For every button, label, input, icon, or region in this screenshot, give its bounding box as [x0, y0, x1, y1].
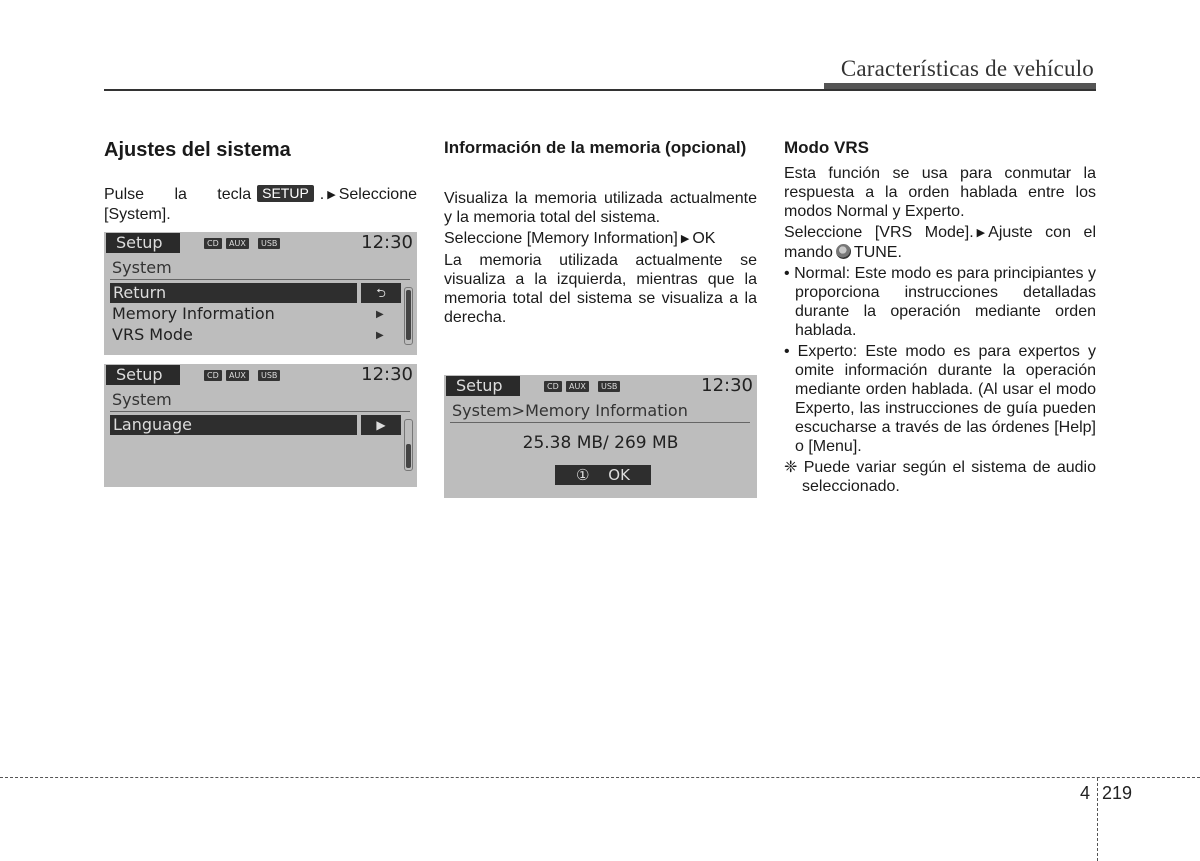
lcd-screen-language — [104, 364, 417, 487]
screen-tab: Setup — [446, 376, 520, 396]
ok-button[interactable] — [555, 465, 651, 485]
footer-divider — [1097, 778, 1098, 861]
screen-tab: Setup — [106, 233, 180, 253]
arrow-right-icon: ▶ — [976, 227, 986, 239]
usb-badge: USB — [258, 238, 280, 249]
scrollbar-thumb[interactable] — [406, 444, 411, 468]
footnote: ❈ Puede variar según el sistema de audio seleccionado. — [784, 459, 1096, 495]
usb-badge: USB — [598, 381, 620, 392]
chevron-right-icon: ▶ — [376, 309, 384, 320]
text: Seleccione [System]. — [104, 186, 417, 223]
aux-badge: AUX — [226, 238, 249, 249]
clock: 12:30 — [361, 364, 413, 385]
button-number: ① — [576, 466, 590, 484]
paragraph: La memoria utilizada actualmente se visualiza a la izquierda, mientras que la memoria total del sistema se visualiza a la derecha. — [444, 252, 757, 326]
instruction-paragraph — [784, 223, 1096, 262]
page-number: 219 — [1102, 783, 1133, 803]
menu-item-memory-information[interactable]: Memory Information — [112, 304, 275, 323]
clock: 12:30 — [701, 375, 753, 396]
footer-rule — [0, 777, 1200, 778]
running-header: Características de vehículo — [840, 56, 1094, 81]
column-system-settings — [104, 138, 417, 224]
screen-divider — [450, 422, 750, 423]
menu-item-language[interactable]: Language — [110, 415, 357, 435]
lcd-screen-memory-information — [444, 375, 757, 498]
section-heading: Modo VRS — [784, 138, 869, 157]
column-memory-information — [444, 138, 757, 327]
screen-title: System — [112, 258, 172, 277]
arrow-right-icon: ▶ — [680, 233, 690, 245]
aux-badge: AUX — [226, 370, 249, 381]
usb-badge: USB — [258, 370, 280, 381]
section-heading: Ajustes del sistema — [104, 139, 291, 161]
menu-item-return[interactable]: Return — [110, 283, 357, 303]
column-vrs-mode — [784, 138, 1096, 496]
clock: 12:30 — [361, 232, 413, 253]
return-icon[interactable]: ⮌ — [361, 283, 401, 303]
text: Seleccione [VRS Mode]. — [784, 224, 974, 241]
text: . — [319, 186, 325, 203]
section-heading: Información de la memoria (opcional) — [444, 138, 747, 157]
screen-divider — [110, 279, 410, 280]
screen-title: System>Memory Information — [452, 401, 688, 420]
bullet-normal: • Normal: Este modo es para principiantes y proporciona instrucciones detalladas durante la operación mediante orden hablada. — [784, 265, 1096, 339]
text: OK — [692, 230, 716, 247]
paragraph: Visualiza la memoria utilizada actualmente y la memoria total del sistema. — [444, 190, 757, 226]
text: Pulse la tecla — [104, 186, 252, 203]
paragraph: Esta función se usa para conmutar la respuesta a la orden hablada entre los modos Normal y Experto. — [784, 165, 1096, 220]
scrollbar-thumb[interactable] — [406, 290, 411, 340]
screen-tab: Setup — [106, 365, 180, 385]
cd-badge: CD — [544, 381, 562, 392]
aux-badge: AUX — [566, 381, 589, 392]
menu-item-vrs-mode[interactable]: VRS Mode — [112, 325, 193, 344]
text: TUNE. — [853, 244, 902, 261]
instruction-paragraph — [444, 229, 757, 249]
screen-divider — [110, 411, 410, 412]
chevron-right-icon: ▶ — [376, 330, 384, 341]
bullet-expert: • Experto: Este modo es para expertos y omite información durante la operación mediante orden hablada. (Al usar el modo Experto, las instrucciones de guía pueden escucharse a través de las órdenes [Help] o [Menu]. — [784, 343, 1096, 455]
cd-badge: CD — [204, 370, 222, 381]
text: Ajuste con el mando — [784, 224, 1096, 261]
arrow-right-icon: ▶ — [327, 189, 336, 201]
setup-key-icon: SETUP — [257, 185, 314, 202]
chevron-right-icon[interactable]: ▶ — [361, 415, 401, 435]
cd-badge: CD — [204, 238, 222, 249]
text: Seleccione [Memory Information] — [444, 230, 678, 247]
screen-title: System — [112, 390, 172, 409]
chapter-number: 4 — [1080, 783, 1091, 803]
instruction-paragraph — [104, 185, 417, 224]
lcd-screen-system-menu — [104, 232, 417, 355]
tune-knob-icon — [836, 244, 851, 259]
memory-usage-value: 25.38 MB/ 269 MB — [522, 433, 679, 453]
header-rule — [104, 89, 1096, 91]
ok-label: OK — [608, 466, 630, 484]
